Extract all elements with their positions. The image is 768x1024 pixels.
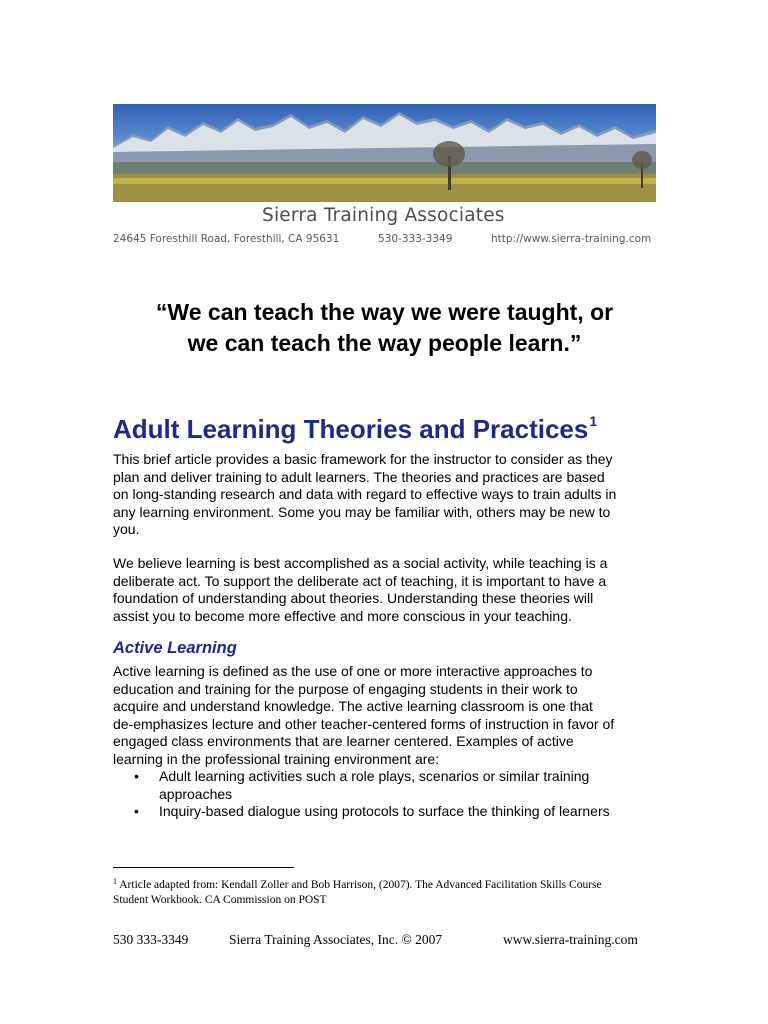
list-item-text: Adult learning activities such a role plays, scenarios or similar training	[159, 768, 590, 784]
text-line: de-emphasizes lecture and other teacher-centered forms of instruction in favor of	[113, 715, 615, 732]
footnote-line: Student Workbook. CA Commission on POST	[113, 894, 327, 906]
text-line: education and training for the purpose of engaging students in their work to	[113, 680, 578, 697]
belief-paragraph	[113, 555, 658, 625]
text-line: acquire and understand knowledge. The active learning classroom is one that	[113, 698, 593, 714]
footer-company: Sierra Training Associates, Inc. © 2007	[229, 932, 443, 947]
footnote-divider	[113, 867, 294, 868]
list-item-text: Inquiry-based dialogue using protocols to surface the thinking of learners	[159, 803, 610, 819]
company-phone: 530-333-3349	[378, 233, 453, 245]
active-learning-paragraph	[113, 663, 658, 768]
text-line: Active learning is defined as the use of one or more interactive approaches to	[113, 663, 593, 679]
company-address: 24645 Foresthill Road, Foresthill, CA 95631	[113, 233, 340, 245]
intro-paragraph	[113, 451, 658, 539]
company-website-link[interactable]: http://www.sierra-training.com	[491, 233, 652, 245]
article-title-text: Adult Learning Theories and Practices	[113, 414, 589, 444]
active-learning-examples-list	[113, 768, 658, 821]
bullet-icon: •	[134, 768, 139, 784]
footer-phone: 530 333-3349	[113, 932, 189, 947]
company-name: Sierra Training Associates	[262, 205, 505, 226]
list-item	[113, 803, 658, 821]
bullet-icon: •	[134, 803, 139, 819]
article-title	[113, 413, 597, 445]
text-line: plan and deliver training to adult learners. The theories and practices are based	[113, 468, 605, 485]
pull-quote	[113, 297, 656, 359]
footnote-line	[113, 874, 658, 893]
text-line: deliberate act. To support the deliberate act of teaching, it is important to have a	[113, 572, 607, 589]
text-line: foundation of understanding about theories. Understanding these theories will	[113, 590, 594, 606]
text-line: We believe learning is best accomplished as a social activity, while teaching is a	[113, 555, 608, 571]
footnote	[113, 874, 658, 908]
footnote-reference[interactable]: 1	[589, 413, 598, 429]
quote-line: “We can teach the way we were taught, or	[155, 299, 614, 325]
text-line: This brief article provides a basic framework for the instructor to consider as they	[113, 451, 613, 467]
text-line: learning in the professional training environment are:	[113, 750, 440, 767]
list-item	[113, 768, 658, 803]
quote-line: we can teach the way people learn.”	[187, 330, 582, 356]
text-line: any learning environment. Some you may be familiar with, others may be new to	[113, 503, 611, 520]
list-item-text: approaches	[159, 785, 233, 802]
text-line: engaged class environments that are learner centered. Examples of active	[113, 733, 574, 749]
footer-website-link[interactable]: www.sierra-training.com	[503, 932, 638, 947]
text-line: assist you to become more effective and more conscious in your teaching.	[113, 607, 572, 624]
footnote-mark: 1	[113, 877, 117, 886]
foothills	[113, 162, 656, 174]
mountain-landscape-illustration	[113, 104, 656, 202]
footnote-text: Article adapted from: Kendall Zoller and Bob Harrison, (2007). The Advanced Facilitation Skills Course	[119, 879, 602, 891]
section-heading-active-learning: Active Learning	[113, 639, 237, 657]
header-banner-image	[113, 104, 656, 202]
wildflowers	[113, 178, 656, 184]
text-line: you.	[113, 521, 140, 537]
text-line: on long-standing research and data with regard to effective ways to train adults in	[113, 486, 617, 502]
